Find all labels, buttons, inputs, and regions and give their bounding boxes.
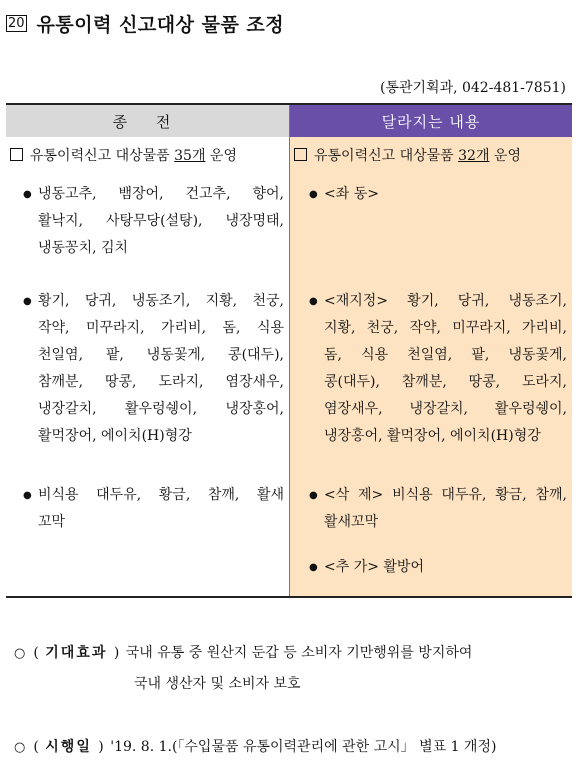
page-title xyxy=(6,10,284,37)
bullet-icon: ● xyxy=(309,562,318,573)
before-group-1: ● 냉동고추, 뱀장어, 건고추, 향어, 활낙지, 사탕무당(설탕), 냉장명태, 냉동꽁치, 김치 xyxy=(38,181,284,262)
checkbox-square-icon xyxy=(10,148,23,161)
effect-label: 기대효과 xyxy=(45,645,108,661)
expected-effect: ○ ( 기대효과 ) 국내 유통 중 원산지 둔갑 등 소비자 기만행위를 방지하여 xyxy=(14,645,473,661)
effective-date-label: 시행일 xyxy=(45,739,92,755)
bullet-icon: ● xyxy=(23,490,32,501)
bullet-icon: ● xyxy=(23,296,32,307)
header-after: 달라지는 내용 xyxy=(290,105,572,137)
circle-bullet-icon: ○ xyxy=(14,646,26,661)
effect-line-2: 국내 생산자 및 소비자 보호 xyxy=(134,676,301,692)
after-group-redesignated: ● <재지정> 황기, 당귀, 냉동조기, 지황, 천궁, 작약, 미꾸라지, 가리비, 돔, 식용 천일염, 팥, 냉동꽃게, 콩(대두), 참깨분, 땅콩, 도라지, 염장새우, 냉장갈치, 활우렁쉥이, 냉장홍어, 활먹장어, 에이치(H)형강 xyxy=(324,288,567,450)
header-before: 종 전 xyxy=(6,105,290,137)
before-column xyxy=(6,137,290,596)
bullet-icon: ● xyxy=(309,490,318,501)
circle-bullet-icon: ○ xyxy=(14,740,26,755)
after-group-same: ● <좌 동> xyxy=(324,181,567,208)
title-text: 유통이력 신고대상 물품 조정 xyxy=(36,14,285,36)
section-number: 20 xyxy=(8,16,25,31)
bullet-icon: ● xyxy=(309,189,318,200)
after-summary: 유통이력신고 대상물품 32개 운영 xyxy=(294,145,521,165)
bullet-icon: ● xyxy=(23,189,32,200)
table-bottom-rule xyxy=(6,596,572,598)
comparison-table xyxy=(6,103,572,598)
department-contact: (통관기획과, 042-481-7851) xyxy=(380,80,566,96)
checkbox-square-icon xyxy=(294,148,307,161)
after-column xyxy=(290,137,572,596)
before-group-2: ● 황기, 당귀, 냉동조기, 지황, 천궁, 작약, 미꾸라지, 가리비, 돔, 식용 천일염, 팥, 냉동꽃게, 콩(대두), 참깨분, 땅콩, 도라지, 염장새우, 냉장갈치, 활우렁쉥이, 냉장홍어, 활먹장어, 에이치(H)형강 xyxy=(38,288,284,450)
before-count: 35개 xyxy=(174,148,206,164)
effective-date-text: '19. 8. 1.(「수입물품 유통이력관리에 관한 고시」 별표 1 개정) xyxy=(110,739,497,755)
before-group-3: ● 비식용 대두유, 황금, 참깨, 활새 꼬막 xyxy=(38,482,284,536)
bullet-icon: ● xyxy=(309,296,318,307)
after-count: 32개 xyxy=(458,148,490,164)
effect-line-1: 국내 유통 중 원산지 둔갑 등 소비자 기만행위를 방지하여 xyxy=(125,645,473,661)
after-group-deleted: ● <삭 제> 비식용 대두유, 황금, 참깨, 활새꼬막 xyxy=(324,482,567,536)
effective-date: ○ ( 시행일 ) '19. 8. 1.(「수입물품 유통이력관리에 관한 고시」 별표 1 개정) xyxy=(14,739,497,755)
before-summary: 유통이력신고 대상물품 35개 운영 xyxy=(10,145,237,165)
after-group-added: ● <추 가> 활방어 xyxy=(324,554,567,581)
